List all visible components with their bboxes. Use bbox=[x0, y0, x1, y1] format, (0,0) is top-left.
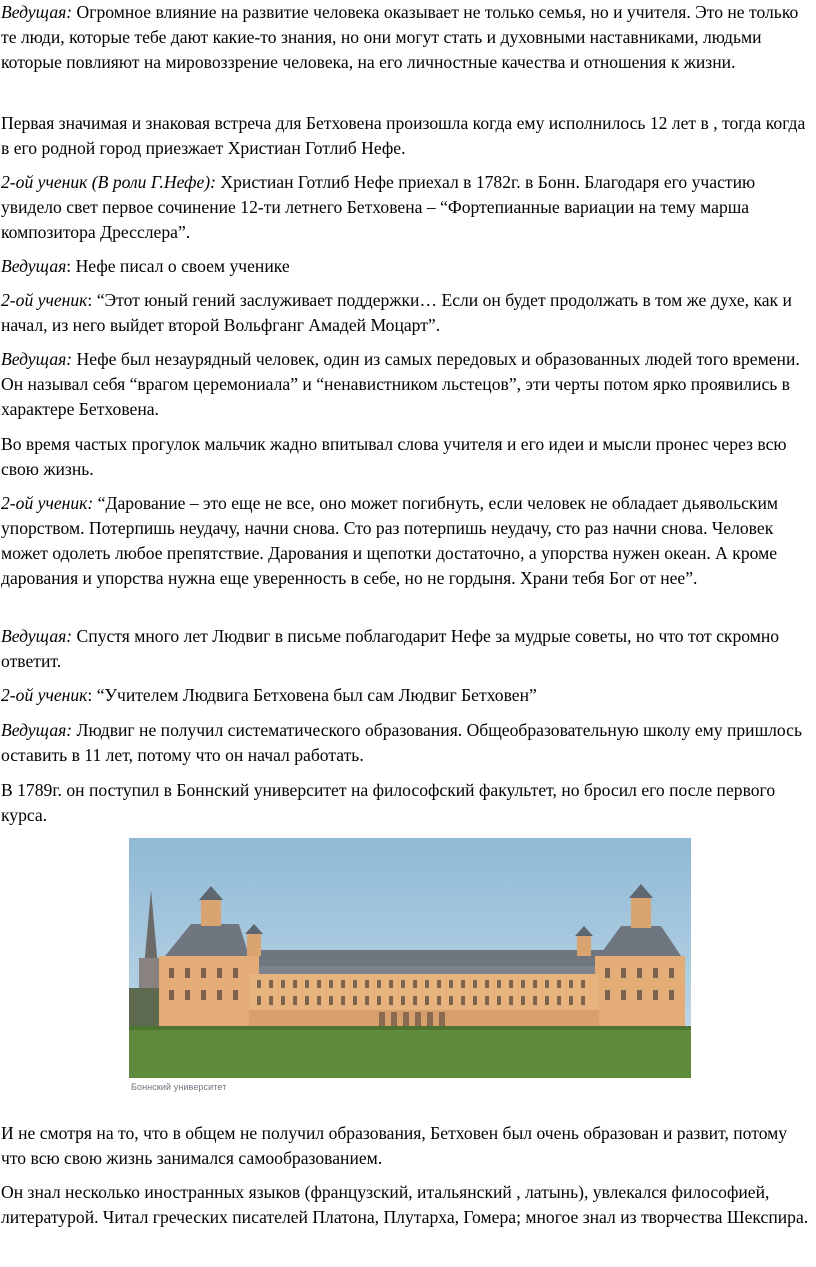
paragraph-10 bbox=[1, 683, 813, 708]
paragraph-7 bbox=[1, 432, 813, 482]
paragraph-text: В 1789г. он поступил в Боннский университет на философский факультет, но бросил его после первого курса. bbox=[1, 780, 776, 825]
paragraph-6 bbox=[1, 347, 813, 422]
university-figure bbox=[129, 838, 691, 1106]
paragraph-text: “Дарование – это еще не все, оно может погибнуть, если человек не обладает дьявольским упорством. Потерпишь неудачу, начни снова. Сто раз потерпишь неудачу, сто раз начни снова. Человек может одолеть любое препятствие. Дарования и щепотки достаточно, а упорства нужен океан. А кроме дарования и упорства нужна еще уверенность в себе, но не гордыня. Храни тебя Бог от нее”. bbox=[1, 493, 779, 588]
speaker-label: 2-ой ученик bbox=[1, 290, 88, 310]
speaker-label: Ведущая bbox=[1, 256, 67, 276]
speaker-label: Ведущая: bbox=[1, 2, 73, 22]
paragraph-12 bbox=[1, 778, 813, 828]
speaker-label: 2-ой ученик bbox=[1, 685, 88, 705]
paragraph-text: Первая значимая и знаковая встреча для Бетховена произошла когда ему исполнилось 12 лет в , тогда когда в его родной город приезжает Христиан Готлиб Нефе. bbox=[1, 113, 806, 158]
speaker-label: Ведущая: bbox=[1, 349, 73, 369]
paragraph-2 bbox=[1, 111, 813, 161]
paragraph-3 bbox=[1, 170, 813, 245]
photo-caption: Боннский университет bbox=[131, 1082, 227, 1092]
paragraph-5 bbox=[1, 288, 813, 338]
paragraph-text: Огромное влияние на развитие человека оказывает не только семья, но и учителя. Это не только те люди, которые тебе дают какие-то знания, но они могут стать и духовными наставниками, людьми которые повлияют на мировоззрение человека, на его личностные качества и отношения к жизни. bbox=[1, 2, 799, 72]
speaker-label: 2-ой ученик: bbox=[1, 493, 94, 513]
paragraph-4 bbox=[1, 254, 813, 279]
paragraph-9 bbox=[1, 624, 813, 674]
paragraph-14 bbox=[1, 1180, 813, 1230]
bonn-university-photo bbox=[129, 838, 691, 1078]
paragraph-text: Людвиг не получил систематического образования. Общеобразовательную школу ему пришлось оставить в 11 лет, потому что он начал работать. bbox=[1, 720, 802, 765]
paragraph-text: Христиан Готлиб Нефе приехал в 1782г. в Бонн. Благодаря его участию увидело свет первое сочинение 12-ти летнего Бетховена – “Фортепианные вариации на тему марша композитора Дресслера”. bbox=[1, 172, 756, 242]
paragraph-text: Во время частых прогулок мальчик жадно впитывал слова учителя и его идеи и мысли пронес через всю свою жизнь. bbox=[1, 434, 787, 479]
paragraph-8 bbox=[1, 491, 813, 591]
paragraph-text: И не смотря на то, что в общем не получил образования, Бетховен был очень образован и развит, потому что всю свою жизнь занимался самообразованием. bbox=[1, 1123, 788, 1168]
paragraph-11 bbox=[1, 718, 813, 768]
paragraph-text: Спустя много лет Людвиг в письме поблагодарит Нефе за мудрые советы, но что тот скромно ответит. bbox=[1, 626, 780, 671]
speaker-label: Ведущая: bbox=[1, 720, 73, 740]
paragraph-text: : “Этот юный гений заслуживает поддержки… Если он будет продолжать в том же духе, как и начал, из него выйдет второй Вольфганг Амадей Моцарт”. bbox=[1, 290, 792, 335]
paragraph-text: : “Учителем Людвига Бетховена был сам Людвиг Бетховен” bbox=[87, 685, 537, 705]
speaker-label: Ведущая: bbox=[1, 626, 73, 646]
paragraph-13 bbox=[1, 1121, 813, 1171]
paragraph-text: : Нефе писал о своем ученике bbox=[66, 256, 290, 276]
speaker-label: 2-ой ученик (В роли Г.Нефе): bbox=[1, 172, 217, 192]
paragraph-1 bbox=[1, 0, 813, 75]
paragraph-text: Нефе был незаурядный человек, один из самых передовых и образованных людей того времени. Он называл себя “врагом церемониала” и “ненавистником льстецов”, эти черты потом ярко проявились в характере Бетховена. bbox=[1, 349, 800, 419]
paragraph-text: Он знал несколько иностранных языков (французский, итальянский , латынь), увлекался философией, литературой. Читал греческих писателей Платона, Плутарха, Гомера; многое знал из творчества Шекспира. bbox=[1, 1182, 809, 1227]
